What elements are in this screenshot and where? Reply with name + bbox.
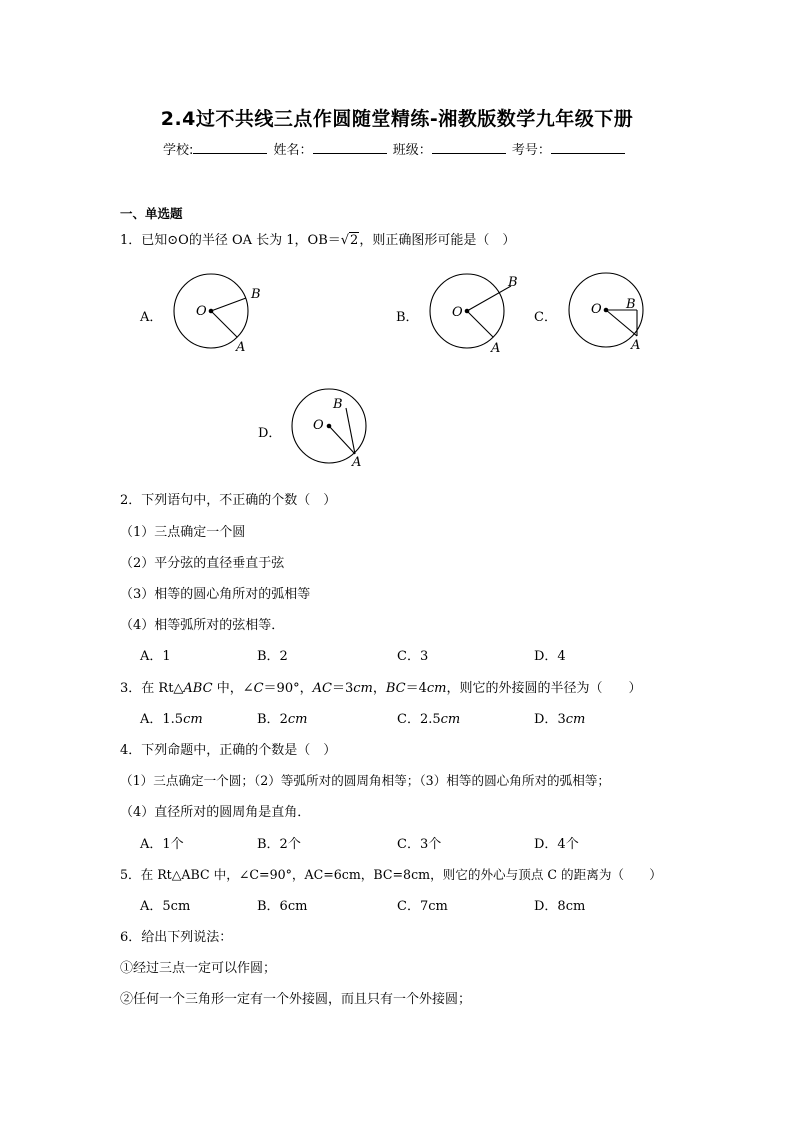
q2-item-3: （3）相等的圆心角所对的弧相等 [120,587,311,602]
q1-option-b: B． [396,310,419,325]
segment-ba [346,408,355,454]
q1-option-c: C． [534,310,557,325]
label-o: O [313,418,324,433]
segment-oa [467,311,493,337]
q4-option-c: C．3个 [397,837,442,852]
q4-stem: 4．下列命题中，正确的个数是（ ） [120,743,337,758]
q2-option-d: D．4 [534,649,566,664]
q5-stem: 5．在 Rt△ABC 中，∠C=90°，AC=6cm，BC=8cm，则它的外心与顶点 C 的距离为（ ） [120,867,662,882]
label-b: B [333,397,343,412]
q3-option-c: C．2.5cm [397,712,461,727]
q2-item-2: （2）平分弦的直径垂直于弦 [120,556,285,571]
q3-option-d: D．3cm [534,712,586,727]
q1-stem: 1．已知⊙O的半径 OA 长为 1，OB＝√2，则正确图形可能是（ ） [120,233,516,248]
q2-stem: 2．下列语句中，不正确的个数（ ） [120,493,337,508]
segment-ob [467,286,511,311]
sqrt-symbol: √2 [340,233,359,248]
label-o: O [591,302,602,317]
q2-item-1: （1）三点确定一个圆 [120,525,246,540]
label-b: B [251,287,261,302]
school-label: 学校: [163,143,194,158]
q5-option-a: A．5cm [140,899,191,914]
label-a: A [236,340,246,355]
q4-option-a: A．1个 [140,837,184,852]
q2-option-b: B．2 [257,649,288,664]
school-blank [193,141,267,154]
q1-figure-d [285,384,385,472]
segment-oa [329,426,355,454]
q4-line-1: （1）三点确定一个圆；（2）等弧所对的圆周角相等；（3）相等的圆心角所对的弧相等； [120,773,611,788]
q1-figure-c [560,268,660,360]
label-b: B [626,297,636,312]
segment-oa [211,311,237,337]
q1-option-d: D． [258,426,282,441]
q1-figure-b [420,268,530,360]
q2-option-a: A．1 [140,649,171,664]
exam-no-label: 考号： [511,143,551,158]
label-a: A [631,338,641,353]
q2-item-4: （4）相等弧所对的弦相等． [120,618,285,633]
student-info-line [163,139,627,158]
q3-option-b: B．2cm [257,712,308,727]
label-o: O [196,304,207,319]
name-label: 姓名： [273,143,313,158]
segment-oa [606,310,637,336]
q3-stem: 3．在 Rt△ABC 中，∠C＝90°，AC＝3cm，BC＝4cm，则它的外接圆的半径为（ ） [120,681,642,696]
q1-figure-a [165,270,275,360]
label-a: A [491,341,501,356]
q5-option-b: B．6cm [257,899,308,914]
q4-line-2: （4）直径所对的圆周角是直角． [120,805,311,820]
q4-option-b: B．2个 [257,837,301,852]
class-blank [432,141,506,154]
page-title: 2.4过不共线三点作圆随堂精练-湘教版数学九年级下册 [160,108,634,130]
segment-ob [211,298,246,311]
q1-option-a: A． [140,310,163,325]
q3-option-a: A．1.5cm [140,712,203,727]
label-o: O [452,305,463,320]
q6-stem: 6．给出下列说法： [120,930,233,945]
class-label: 班级： [392,143,432,158]
q5-option-c: C．7cm [397,899,448,914]
label-a: A [352,455,362,470]
q4-option-d: D．4个 [534,837,579,852]
q5-option-d: D．8cm [534,899,586,914]
q2-option-c: C．3 [397,649,429,664]
exam-no-blank [551,141,625,154]
name-blank [313,141,387,154]
q6-item-1: ①经过三点一定可以作圆； [120,961,277,976]
section-heading: 一、单选题 [120,206,183,221]
label-b: B [508,275,518,290]
q6-item-2: ②任何一个三角形一定有一个外接圆，而且只有一个外接圆； [120,992,472,1007]
